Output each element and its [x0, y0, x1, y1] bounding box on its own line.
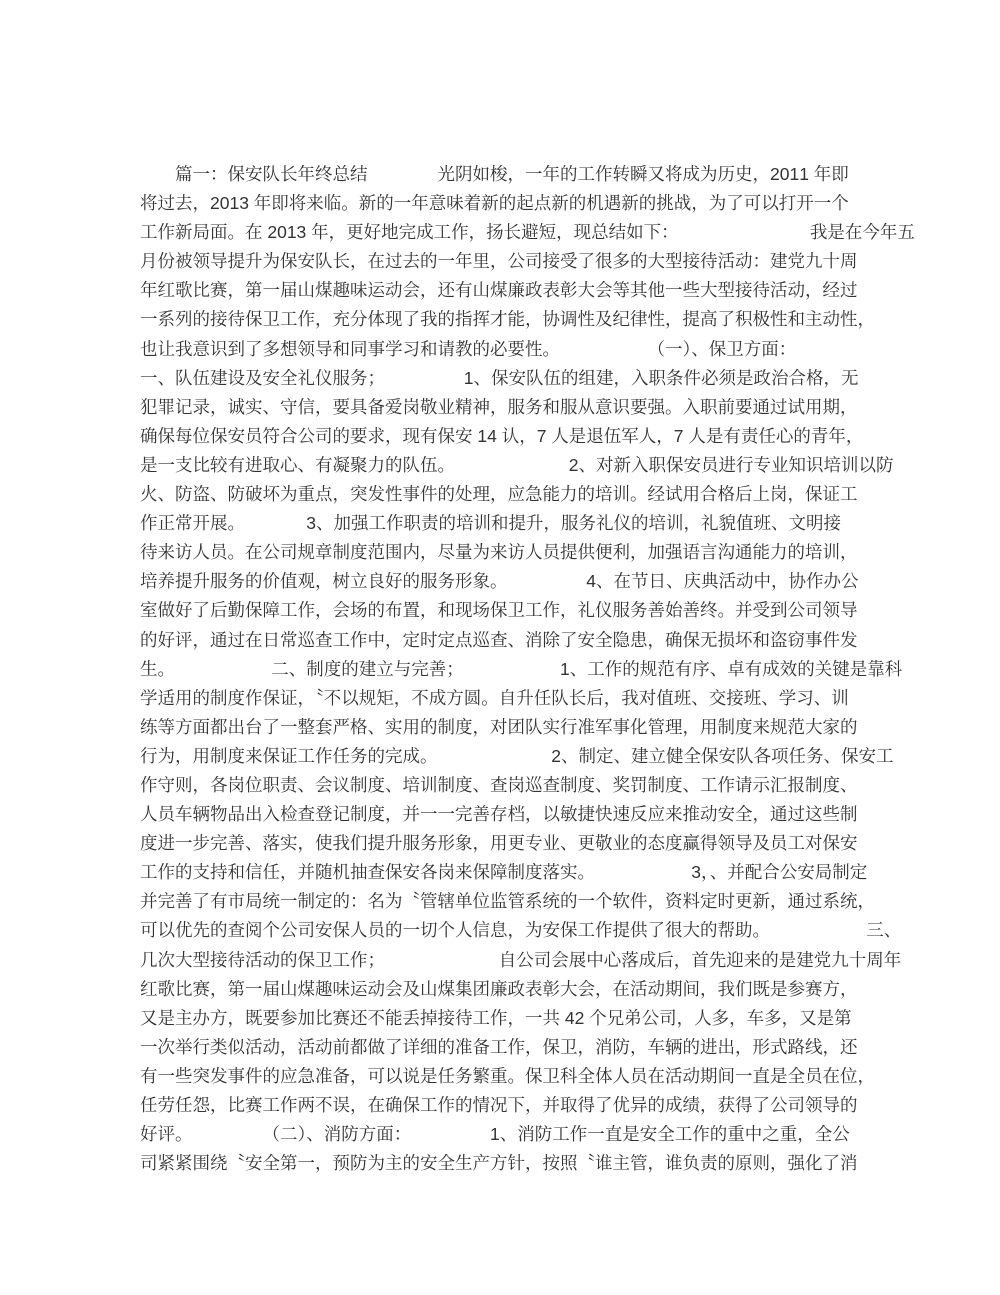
text-line: 作正常开展。 3、加强工作职责的培训和提升，服务礼仪的培训，礼貌值班、文明接 — [140, 513, 841, 534]
text-line: 确保每位保安员符合公司的要求，现有保安 14 认，7 人是退伍军人，7 人是有责任心的青年， — [140, 425, 864, 446]
text-line: 度进一步完善、落实，使我们提升服务形象，用更专业、更敬业的态度赢得领导及员工对保安 — [140, 833, 858, 854]
text-line: 是一支比较有进取心、有凝聚力的队伍。 2、对新入职保安员进行专业知识培训以防 — [140, 454, 894, 475]
text-line: 培养提升服务的价值观，树立良好的服务形象。 4、在节日、庆典活动中，协作办公 — [140, 571, 859, 592]
text-line: 作守则，各岗位职责、会议制度、培训制度、查岗巡查制度、奖罚制度、工作请示汇报制度、 — [140, 774, 858, 795]
text-line: 可以优先的查阅个公司安保人员的一切个人信息，为安保工作提供了很大的帮助。 三、 — [140, 920, 902, 941]
text-line: 篇一：保安队长年终总结 光阴如梭，一年的工作转瞬又将成为历史，2011 年即 — [140, 164, 849, 184]
text-line: 月份被领导提升为保安队长，在过去的一年里，公司接受了很多的大型接待活动：建党九十周 — [140, 251, 858, 272]
text-line: 犯罪记录，诚实、守信，要具备爱岗敬业精神，服务和服从意识要强。入职前要通过试用期， — [140, 396, 858, 417]
text-line: 红歌比赛，第一届山煤趣味运动会及山煤集团廉政表彰大会，在活动期间，我们既是参赛方， — [140, 978, 858, 999]
text-line: 人员车辆物品出入检查登记制度，并一一完善存档，以敏捷快速反应来推动安全，通过这些制 — [140, 804, 858, 825]
text-line: 的好评，通过在日常巡查工作中，定时定点巡查、消除了安全隐患，确保无损坏和盗窃事件发 — [140, 629, 858, 650]
text-line: 好评。 （二）、消防方面： 1、消防工作一直是安全工作的重中之重，全公 — [140, 1124, 850, 1145]
document-text-block — [140, 160, 915, 1178]
text-line: 几次大型接待活动的保卫工作； 自公司会展中心落成后，首先迎来的是建党九十周年 — [140, 949, 902, 970]
text-line: 工作新局面。在 2013 年，更好地完成工作，扬长避短，现总结如下： 我是在今年五 — [140, 222, 915, 243]
text-line: 一次举行类似活动，活动前都做了详细的准备工作，保卫，消防，车辆的进出，形式路线，还 — [140, 1036, 858, 1057]
text-line: 行为，用制度来保证工作任务的完成。 2、制定、建立健全保安队各项任务、保安工 — [140, 745, 894, 766]
text-line: 也让我意识到了多想领导和同事学习和请教的必要性。 （一）、保卫方面： — [140, 338, 797, 359]
text-line: 火、防盗、防破坏为重点，突发性事件的处理，应急能力的培训。经试用合格后上岗，保证工 — [140, 484, 858, 505]
text-line: 司紧紧围绕〝安全第一，预防为主的安全生产方针，按照〝谁主管，谁负责的原则，强化了消 — [140, 1153, 858, 1174]
text-line: 有一些突发事件的应急准备，可以说是任务繁重。保卫科全体人员在活动期间一直是全员在位， — [140, 1065, 875, 1086]
text-line: 学适用的制度作保证，〝不以规矩，不成方圆。自升任队长后，我对值班、交接班、学习、训 — [140, 687, 849, 708]
text-line: 工作的支持和信任，并随机抽查保安各岗来保障制度落实。 3，、并配合公安局制定 — [140, 862, 868, 883]
text-line: 任劳任怨，比赛工作两不误，在确保工作的情况下，并取得了优异的成绩，获得了公司领导的 — [140, 1095, 858, 1115]
text-line: 一、队伍建设及安全礼仪服务； 1、保安队伍的组建，入职条件必须是政治合格，无 — [140, 367, 859, 388]
text-line: 将过去，2013 年即将来临。新的一年意味着新的起点新的机遇新的挑战，为了可以打开一个 — [140, 193, 849, 214]
text-line: 并完善了有市局统一制定的：名为〝管辖单位监管系统的一个软件，资料定时更新，通过系统， — [140, 891, 875, 912]
text-line: 室做好了后勤保障工作，会场的布置，和现场保卫工作，礼仪服务善始善终。并受到公司领导 — [140, 600, 858, 621]
text-line: 又是主办方，既要参加比赛还不能丢掉接待工作，一共 42 个兄弟公司，人多，车多，又是第 — [140, 1007, 852, 1028]
text-line: 生。 二、制度的建立与完善； 1、工作的规范有序、卓有成效的关键是靠科 — [140, 658, 903, 679]
text-line: 年红歌比赛，第一届山煤趣味运动会，还有山煤廉政表彰大会等其他一些大型接待活动，经过 — [140, 280, 858, 301]
text-line: 待来访人员。在公司规章制度范围内，尽量为来访人员提供便利，加强语言沟通能力的培训， — [140, 542, 858, 563]
text-line: 练等方面都出台了一整套严格、实用的制度，对团队实行准军事化管理，用制度来规范大家的 — [140, 716, 858, 737]
text-line: 一系列的接待保卫工作，充分体现了我的指挥才能，协调性及纪律性，提高了积极性和主动性， — [140, 309, 875, 330]
